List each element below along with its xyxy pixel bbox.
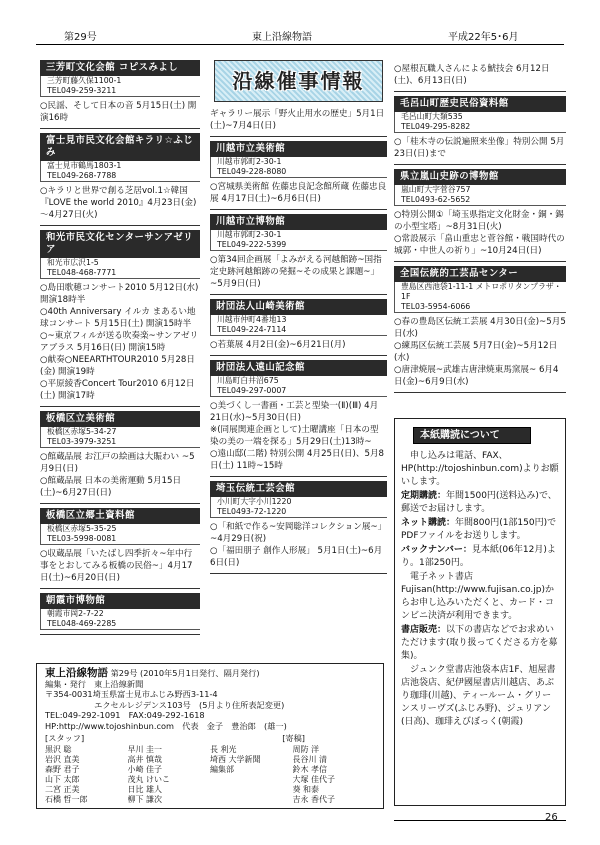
venue-name: 毛呂山町歴史民俗資料館 [394, 96, 566, 112]
subscription-line [401, 624, 559, 663]
venue-name: 財団法人遠山記念館 [210, 360, 387, 376]
staff-member: 大塚 佳代子 [292, 775, 336, 785]
subscription-line [401, 490, 559, 516]
venue-address [210, 497, 387, 518]
staff-member: 埼西 大学新聞 [210, 755, 261, 765]
subscription-label: バックナンバー： [401, 545, 472, 555]
venue-address-line: TEL049-268-7788 [47, 171, 117, 180]
divider [40, 503, 200, 504]
event-list [210, 108, 387, 132]
event-item: ○~東京フィルが送る吹奏楽~サンアゼリアブラス 5月16日(日) 開演15時 [40, 331, 199, 353]
event-list [394, 209, 566, 257]
staff-member: 鈴木 孝信 [292, 765, 328, 775]
venue-address-line: TEL03-5954-6066 [401, 302, 471, 311]
contributors-label: [寄稿] [282, 732, 305, 743]
staff-member: 茂丸 けいこ [127, 775, 171, 785]
venue-address [394, 185, 566, 206]
divider [210, 476, 387, 477]
event-item: ○宮城県美術館 佐藤忠良記念館所蔵 佐藤忠良展 4月17日(土)~6月6日(日) [210, 182, 387, 204]
venue-address-line: 板橋区赤塚5-35-25 [47, 524, 117, 533]
venue-address-line: TEL03-5998-0081 [47, 534, 117, 543]
divider [210, 209, 387, 210]
staff-member: 石橋 哲一郎 [45, 795, 88, 805]
venue-address [40, 427, 200, 448]
event-item: ○館蔵品展 お江戸の絵画は大賑わい ~5月9日(日) [40, 452, 195, 474]
venue-name: 富士見市民文化会館キラリ☆ふじみ [40, 133, 200, 161]
subscription-label: 定期購読： [401, 491, 447, 501]
venue-address-line: TEL049-224-7114 [217, 325, 287, 334]
colophon-line: TEL:049-292-1091 FAX:049-292-1618 [45, 710, 205, 721]
venue-address-line: TEL049-222-5399 [217, 240, 287, 249]
divider [40, 406, 200, 407]
subscription-text: 電子ネット書店Fujisan(http://www.fujisan.co.jp)からお申し込みいただくと、カード・コンビニ決済が利用できます。 [401, 572, 555, 621]
venue-name: 財団法人山崎美術館 [210, 299, 387, 315]
divider [210, 573, 387, 574]
subscription-line [401, 544, 559, 570]
colophon-line: エクセルレジデンス103号 (5月より住所表記変更) [45, 699, 285, 710]
venue-address-line: 川越市郭町2-30-1 [217, 157, 282, 166]
staff-label: [スタッフ] [45, 732, 85, 743]
subscription-line [401, 571, 559, 623]
venue-address [40, 161, 200, 182]
subscription-text: 見本紙(06年12月)より。1部250円。 [401, 545, 556, 568]
divider [394, 91, 566, 92]
column-left [40, 60, 200, 660]
event-item: ○キラリと世界で創る芝居vol.1☆韓国『LOVE the world 2010』4月23日(金)～4月27日(火) [40, 186, 197, 220]
event-list [40, 548, 200, 584]
staff-member: 岩沢 直美 [45, 755, 80, 765]
staff-member: 長谷川 清 [292, 755, 328, 765]
venue-address-line: TEL049-295-8282 [401, 122, 471, 131]
divider [394, 164, 566, 165]
venue-name: 板橋区立美術館 [40, 411, 200, 427]
venue-address-line: TEL049-228-8080 [217, 167, 287, 176]
event-item: ギャラリー展示「野火止用水の歴史」5月1日(土)~7月4日(日) [210, 109, 385, 131]
staff-member: 黒沢 聡 [45, 745, 72, 755]
page-header [36, 24, 564, 46]
event-item: ○館蔵品展 日本の美術運動 5月15日(土)~6月27日(日) [40, 476, 182, 498]
staff-member: 森野 君子 [45, 765, 80, 775]
venue-name: 全国伝統的工芸品センター [394, 266, 566, 282]
colophon-line: HP:http://www.tojoshinbun.com 代表 金子 豊治郎 (雄一) [45, 720, 287, 731]
event-list [394, 136, 566, 160]
venue-address-line: 川越市郭町2-30-1 [217, 230, 282, 239]
staff-member: 高井 慎哉 [127, 755, 163, 765]
venue-address-line: 小川町大字小川1220 [217, 497, 292, 506]
venue-address-line: TEL0493-62-5652 [401, 195, 471, 204]
issue-number: 第29号 [64, 32, 97, 43]
staff-member: 長 利光 [210, 745, 237, 755]
staff-member [210, 785, 293, 795]
event-item: ○「桂木寺の伝説遍照来坐像」特別公開 5月23日(日)まで [394, 137, 565, 159]
event-item: ○特別公開①「埼玉県指定文化財金・銅・錫の小型宝塔」~8月31日(火) [394, 210, 564, 232]
colophon-title: 東上沿線物語 [45, 667, 108, 679]
staff-member: 柳下 謙次 [127, 795, 163, 805]
staff-member [210, 795, 293, 805]
staff-member: 二宮 正美 [45, 785, 80, 795]
event-item: ○唐津焼展~武雄古唐津焼東馬窯展~ 6月4日(金)~6月9日(水) [394, 365, 559, 387]
venue-address [394, 112, 566, 133]
subscription-line [401, 664, 559, 729]
venue-address [40, 524, 200, 545]
divider [210, 355, 387, 356]
venue-address-line: TEL049-297-0007 [217, 386, 287, 395]
staff-member: 早川 圭一 [127, 745, 163, 755]
event-list [210, 400, 387, 472]
venue-name: 和光市民文化センターサンアゼリア [40, 230, 200, 258]
venue-address [210, 157, 387, 178]
event-list [210, 181, 387, 205]
event-list [40, 282, 200, 402]
subscription-text: 申し込みは電話、FAX、HP(http://tojoshinbun.com)よりお願いします。 [401, 451, 559, 487]
issue-date: 平成22年5･6月 [448, 32, 519, 43]
divider [40, 225, 200, 226]
event-list [40, 185, 200, 221]
venue-address-line: 三芳町藤久保1100-1 [47, 76, 122, 85]
venue-address [210, 230, 387, 251]
divider [40, 588, 200, 589]
venue-address-line: 富士見市鶴馬1803-1 [47, 161, 122, 170]
event-list [40, 451, 200, 499]
venue-address-line: 朝霞市岡2-7-22 [47, 609, 104, 618]
subscription-heading: 本紙購読について [413, 427, 531, 444]
staff-member: 山下 太郎 [45, 775, 80, 785]
venue-address-line: TEL048-468-7771 [47, 268, 117, 277]
venue-address [40, 258, 200, 279]
divider [40, 634, 200, 635]
event-item: ○島田歌穂コンサート2010 5月12日(水) 開演18時半 [40, 283, 199, 305]
event-info-banner [214, 60, 383, 102]
subscription-line [401, 450, 559, 489]
colophon-line: 〒354-0031埼玉県富士見市ふじみ野西3-11-4 [45, 689, 218, 700]
event-list [210, 254, 387, 290]
staff-member: 吉永 香代子 [292, 795, 336, 805]
venue-name: 川越市立美術館 [210, 141, 387, 157]
subscription-text: ジュンク堂書店池袋本店1F、旭屋書店池袋店、紀伊國屋書店川越店、あぶり珈琲(川越)、ティールーム・グリーンスリーヴズ(ふじみ野)、ジュリアン(日高)、珈琲えびぼっく(朝霞) [401, 665, 556, 727]
staff-list [45, 745, 375, 805]
venue-address-line: 板橋区赤塚5-34-27 [47, 427, 117, 436]
divider [40, 128, 200, 129]
venue-address [394, 282, 566, 313]
venue-name: 板橋区立郷土資料館 [40, 508, 200, 524]
event-item: ○「福田朋子 創作人形展」 5月1日(土)~6月6日(日) [210, 546, 383, 568]
event-list [210, 521, 387, 569]
event-item: ○「和紙で作る~安岡聡洋コレクション展~」~4月29日(祝) [210, 522, 387, 544]
event-list [394, 316, 566, 388]
colophon-meta: 第29号 (2010年5月1日発行、隔月発行) [110, 668, 260, 678]
venue-address [210, 376, 387, 397]
venue-address-line: TEL03-3979-3251 [47, 437, 117, 446]
event-item: ○第34回企画展「よみがえる河越館跡~国指定史跡河越館跡の発掘~その成果と課題~」~5月9日(日) [210, 255, 382, 289]
divider [210, 136, 387, 137]
staff-member: 周防 洋 [292, 745, 320, 755]
event-list [210, 339, 387, 351]
newspaper-title: 東上沿線物語 [252, 32, 312, 43]
event-item: ○平原綾香Concert Tour2010 6月12日(土) 開演17時 [40, 379, 195, 401]
subscription-text: 年間1500円(送料込み)で、郵送でお届けします。 [401, 491, 557, 514]
venue-name: 三芳町文化会館 コピスみよし [40, 60, 200, 76]
venue-address [40, 76, 200, 97]
venue-name: 川越市立博物館 [210, 214, 387, 230]
divider [210, 294, 387, 295]
venue-name: 朝霞市博物館 [40, 593, 200, 609]
venue-address [210, 315, 387, 336]
subscription-box [394, 418, 566, 806]
event-item: ○収蔵品展「いたばし四季折々~年中行事をとおしてみる板橋の民俗~」4月17日(土)~6月20日(日) [40, 549, 193, 583]
venue-address-line: 豊島区西池袋1-11-1 メトロポリタンプラザ・1F [401, 282, 562, 301]
venue-address-line: 川越市仲町4番地13 [217, 315, 287, 324]
event-item: ○屋根瓦職人さんによる鯱技会 6月12日(土)、6月13日(日) [394, 64, 550, 86]
staff-member: 日比 雄人 [127, 785, 163, 795]
venue-address-line: 嵐山町大字菅谷757 [401, 185, 471, 194]
event-item: ○常設展示「畠山重忠と菅谷館・戦国時代の城郭・中世人の祈り」~10月24日(日) [394, 234, 565, 256]
column-right [394, 60, 566, 412]
event-item: ○練馬区伝統工芸展 5月7日(金)~5月12日(水) [394, 341, 558, 363]
staff-member: 小崎 佳子 [127, 765, 163, 775]
subscription-line [401, 517, 559, 543]
event-list [40, 100, 200, 124]
staff-member: 編集部 [210, 765, 234, 775]
subscription-text: 年間800円(1部150円)でPDFファイルをお送りします。 [401, 518, 557, 541]
venue-address-line: 和光市広沢1-5 [47, 258, 99, 267]
colophon-line: 編集・発行 東上沿線新聞 [45, 678, 144, 689]
venue-address-line: 川島町白井沼675 [217, 376, 279, 385]
event-item: ○遠山邸(二階) 特別公開 4月25日(日)、5月8日(土) 11時~15時 [210, 449, 385, 471]
column-middle [210, 60, 387, 660]
event-item: ○春の豊島区伝統工芸展 4月30日(金)~5月5日(水) [394, 317, 566, 339]
event-item: ○40th Anniversary イルカ まあるい地球コンサート 5月15日(土) 開演15時半 [40, 307, 196, 329]
venue-address-line: TEL0493-72-1220 [217, 507, 287, 516]
subscription-label: 書店販売： [401, 625, 447, 635]
staff-member [210, 775, 293, 785]
venue-address [40, 609, 200, 630]
venue-address-line: TEL048-469-2285 [47, 619, 117, 628]
event-item: ○若葉展 4月2日(金)~6月21日(月) [210, 340, 346, 350]
staff-member: 葵 和泰 [292, 785, 320, 795]
subscription-label: ネット購読： [401, 518, 456, 528]
venue-address-line: 毛呂山町大類535 [401, 112, 463, 121]
divider [394, 392, 566, 393]
event-item: ○献奏○NEEARTHTOUR2010 5月28日(金) 開演19時 [40, 355, 195, 377]
page-number: 26 [545, 812, 558, 823]
event-item: ※(同展関連企画として)土曜講座「日本の型染の美の一端を探る」5月29日(土)13時~ [210, 425, 379, 447]
subscription-text: 以下の書店などでお求めいただけます(取り扱ってくださる方を募集)。 [401, 625, 558, 661]
colophon [36, 663, 384, 809]
event-item: ○美づくし一書画・工芸と型染一(Ⅱ)(Ⅲ) 4月21日(水)~5月30日(日) [210, 401, 379, 423]
banner-title: 沿線催事情報 [232, 69, 365, 93]
divider [394, 261, 566, 262]
event-list [394, 63, 566, 87]
venue-name: 県立嵐山史跡の博物館 [394, 169, 566, 185]
event-item: ○民謡、そして日本の音 5月15日(土) 開演16時 [40, 101, 197, 123]
venue-name: 埼玉伝統工芸会館 [210, 481, 387, 497]
venue-address-line: TEL049-259-3211 [47, 86, 117, 95]
